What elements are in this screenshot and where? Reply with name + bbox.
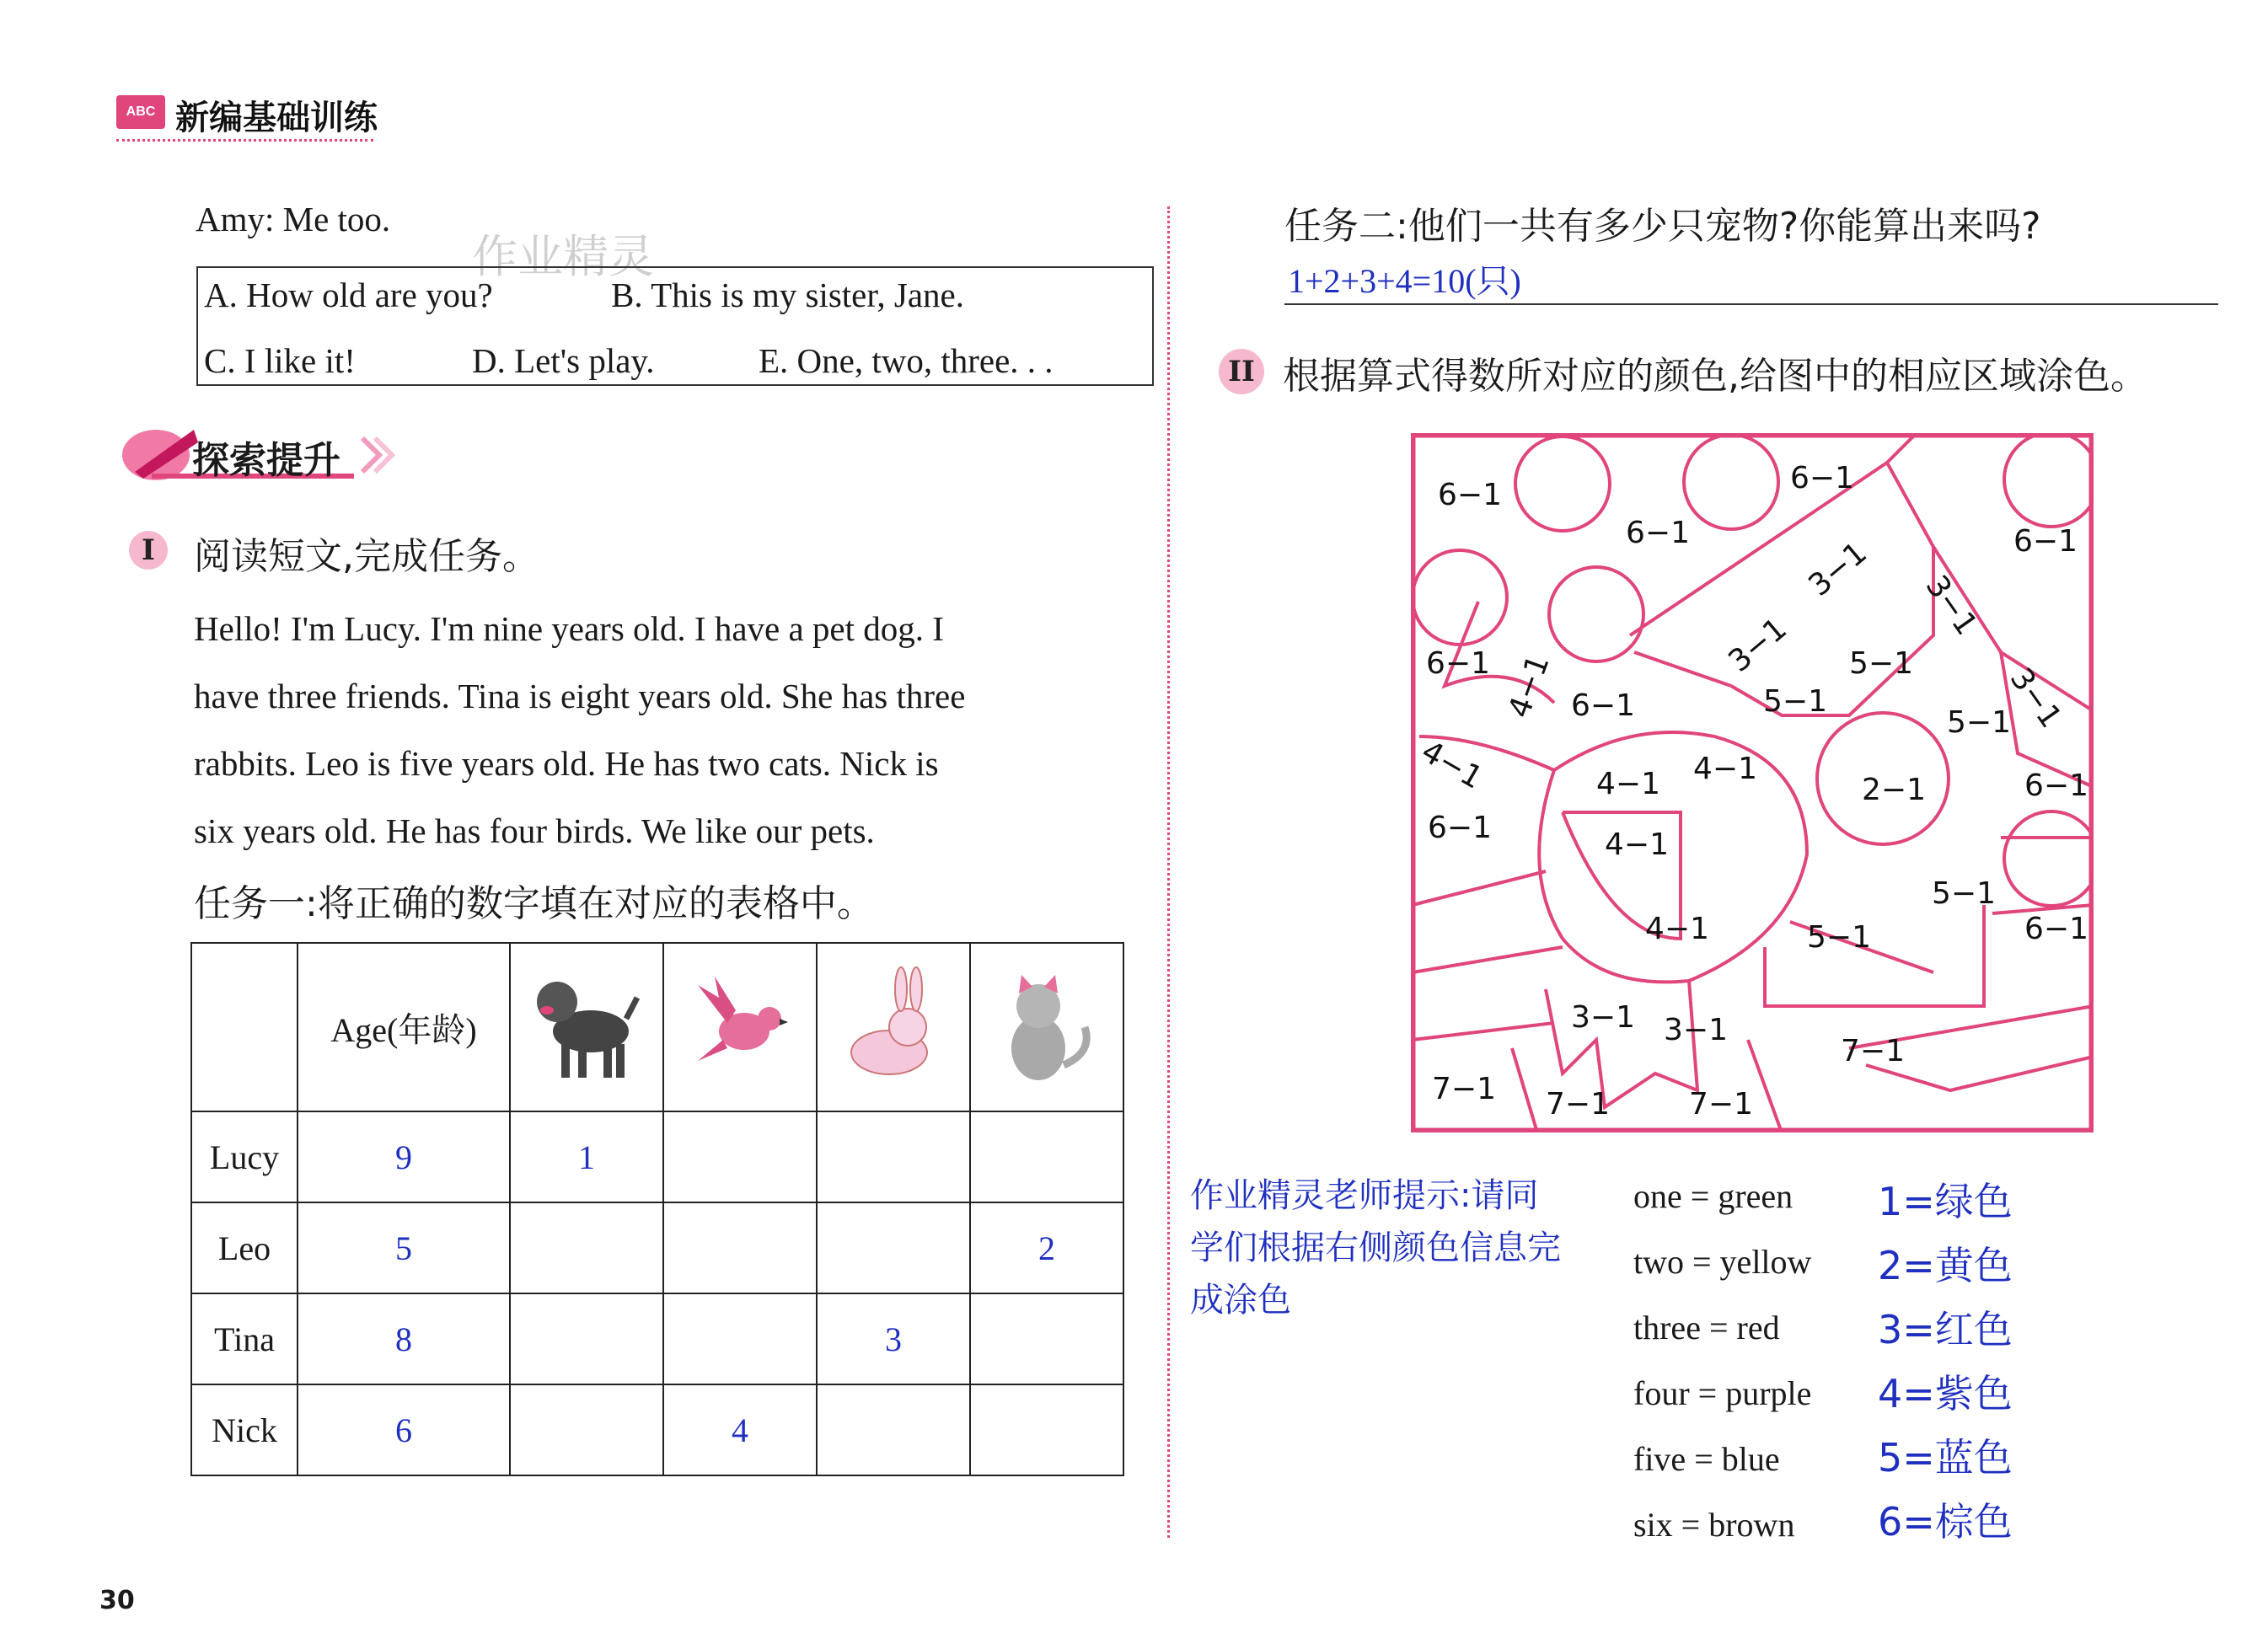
legend-cn: 4=紫色 xyxy=(1878,1371,2013,1416)
bird-count-cell xyxy=(663,1111,817,1202)
watermark: 作业精灵 xyxy=(472,230,654,283)
passage-line-1: Hello! I'm Lucy. I'm nine years old. I have a pet dog. I xyxy=(194,609,944,648)
cat-count-cell: 2 xyxy=(970,1202,1123,1293)
option-e: E. One, two, three. . . xyxy=(759,341,1054,380)
age-header: Age(年龄) xyxy=(298,943,510,1111)
cat-count-cell xyxy=(970,1384,1123,1475)
task2-answer: 1+2+3+4=10(只) xyxy=(1288,262,1521,300)
option-a: A. How old are you? xyxy=(204,276,493,314)
section-title: 探索提升 xyxy=(192,439,340,482)
legend-cn: 2=黄色 xyxy=(1878,1243,2013,1288)
part2-numeral: II xyxy=(1219,349,1264,394)
puzzle-label: 6−1 xyxy=(1790,461,1854,495)
legend-en: five = blue xyxy=(1633,1440,1780,1478)
coloring-puzzle xyxy=(1411,433,2094,1132)
bird-count-cell xyxy=(663,1202,817,1293)
table-row xyxy=(191,1111,1123,1202)
part1-numeral: I xyxy=(129,531,168,570)
legend-en: six = brown xyxy=(1633,1506,1795,1544)
puzzle-label: 4−1 xyxy=(1605,827,1669,862)
puzzle-label: 4−1 xyxy=(1415,734,1488,796)
hint-line: 作业精灵老师提示:请同 xyxy=(1190,1176,1539,1215)
bird-count-cell xyxy=(663,1293,817,1384)
puzzle-label: 6−1 xyxy=(1426,646,1490,681)
rabbit-icon xyxy=(839,960,948,1086)
answer-line xyxy=(1284,303,2218,305)
rabbit-header xyxy=(817,943,970,1111)
puzzle-label: 5−1 xyxy=(1807,920,1871,955)
passage-line-2: have three friends. Tina is eight years old. She has three xyxy=(194,677,966,715)
puzzle-label: 6−1 xyxy=(2013,524,2078,559)
legend-en: one = green xyxy=(1633,1177,1793,1215)
table-row xyxy=(191,1384,1123,1475)
task2-question: 任务二:他们一共有多少只宠物?你能算出来吗? xyxy=(1284,205,2041,248)
puzzle-label: 4−1 xyxy=(1693,752,1757,786)
puzzle-label: 7−1 xyxy=(1841,1034,1905,1068)
age-cell: 6 xyxy=(298,1384,510,1475)
puzzle-label: 5−1 xyxy=(1763,684,1827,719)
part2-instruction: 根据算式得数所对应的颜色,给图中的相应区域涂色。 xyxy=(1283,355,2147,398)
age-cell: 9 xyxy=(298,1111,510,1202)
puzzle-label: 5−1 xyxy=(1947,705,2011,740)
puzzle-label: 3−1 xyxy=(1802,535,1874,603)
age-cell: 5 xyxy=(298,1202,510,1293)
puzzle-label: 3−1 xyxy=(1664,1013,1728,1047)
puzzle-label: 6−1 xyxy=(2024,912,2088,946)
passage-line-4: six years old. He has four birds. We like our pets. xyxy=(194,811,875,850)
puzzle-label: 6−1 xyxy=(1571,688,1635,723)
legend-en: two = yellow xyxy=(1633,1243,1812,1281)
cat-count-cell xyxy=(970,1111,1123,1202)
bird-count-cell: 4 xyxy=(663,1384,817,1475)
option-c: C. I like it! xyxy=(204,341,356,380)
puzzle-label: 7−1 xyxy=(1546,1087,1610,1122)
dog-header xyxy=(510,943,663,1111)
puzzle-label: 6−1 xyxy=(2024,768,2088,803)
legend-cn: 6=棕色 xyxy=(1878,1499,2013,1545)
table-row xyxy=(191,1293,1123,1384)
puzzle-label: 7−1 xyxy=(1432,1072,1496,1106)
dialogue-line: Amy: Me too. xyxy=(196,200,391,238)
dog-count-cell xyxy=(510,1384,663,1475)
teacher-hint xyxy=(1190,1170,1561,1326)
puzzle-label: 6−1 xyxy=(1428,811,1492,845)
rabbit-count-cell xyxy=(817,1202,970,1293)
logo-badge: ABC xyxy=(116,95,165,129)
bird-header xyxy=(663,943,817,1111)
age-cell: 8 xyxy=(298,1293,510,1384)
rabbit-count-cell xyxy=(817,1384,970,1475)
page-number: 30 xyxy=(99,1586,135,1615)
name-cell: Leo xyxy=(191,1202,298,1293)
option-b: B. This is my sister, Jane. xyxy=(611,276,964,314)
legend-en: three = red xyxy=(1633,1309,1780,1347)
hint-line: 学们根据右侧颜色信息完 xyxy=(1190,1229,1561,1267)
puzzle-label: 5−1 xyxy=(1849,646,1913,681)
puzzle-label: 7−1 xyxy=(1689,1087,1753,1122)
dog-count-cell xyxy=(510,1202,663,1293)
legend-cn: 1=绿色 xyxy=(1878,1179,2013,1224)
name-cell: Nick xyxy=(191,1384,298,1475)
rabbit-count-cell: 3 xyxy=(817,1293,970,1384)
puzzle-label: 3−1 xyxy=(1722,611,1793,679)
puzzle-label: 3−1 xyxy=(1918,569,1984,642)
legend-cn: 3=红色 xyxy=(1878,1307,2013,1352)
puzzle-label: 5−1 xyxy=(1932,876,1996,911)
name-cell: Tina xyxy=(191,1293,298,1384)
cat-count-cell xyxy=(970,1293,1123,1384)
dog-count-cell: 1 xyxy=(510,1111,663,1202)
puzzle-label: 4−1 xyxy=(1645,912,1709,946)
puzzle-label: 4−1 xyxy=(1596,767,1660,801)
passage-line-3: rabbits. Leo is five years old. He has two cats. Nick is xyxy=(194,744,939,783)
cat-header xyxy=(970,943,1123,1111)
puzzle-label: 2−1 xyxy=(1862,773,1926,807)
part1-instruction: 阅读短文,完成任务。 xyxy=(194,535,539,578)
rocket-icon xyxy=(122,430,190,480)
book-title: 新编基础训练 xyxy=(175,99,378,137)
cat-icon xyxy=(992,960,1102,1086)
puzzle-label: 3−1 xyxy=(1571,1000,1635,1035)
puzzle-label: 3−1 xyxy=(2003,661,2068,735)
hint-line: 成涂色 xyxy=(1190,1281,1291,1320)
legend-cn: 5=蓝色 xyxy=(1878,1435,2013,1480)
puzzle-label: 6−1 xyxy=(1626,516,1690,550)
option-d: D. Let's play. xyxy=(472,341,655,380)
page-divider xyxy=(1167,206,1170,1538)
dog-icon xyxy=(532,960,641,1086)
table-row xyxy=(191,1202,1123,1293)
puzzle-label: 6−1 xyxy=(1438,478,1502,512)
header-divider xyxy=(116,139,373,142)
bird-icon xyxy=(685,960,795,1086)
corner-cell xyxy=(191,943,298,1111)
task1-text: 任务一:将正确的数字填在对应的表格中。 xyxy=(194,882,874,925)
puzzle-label: 4−1 xyxy=(1502,650,1557,723)
name-cell: Lucy xyxy=(191,1111,298,1202)
dog-count-cell xyxy=(510,1293,663,1384)
pets-table xyxy=(190,942,1124,1476)
legend-en: four = purple xyxy=(1633,1374,1812,1412)
rabbit-count-cell xyxy=(817,1111,970,1202)
